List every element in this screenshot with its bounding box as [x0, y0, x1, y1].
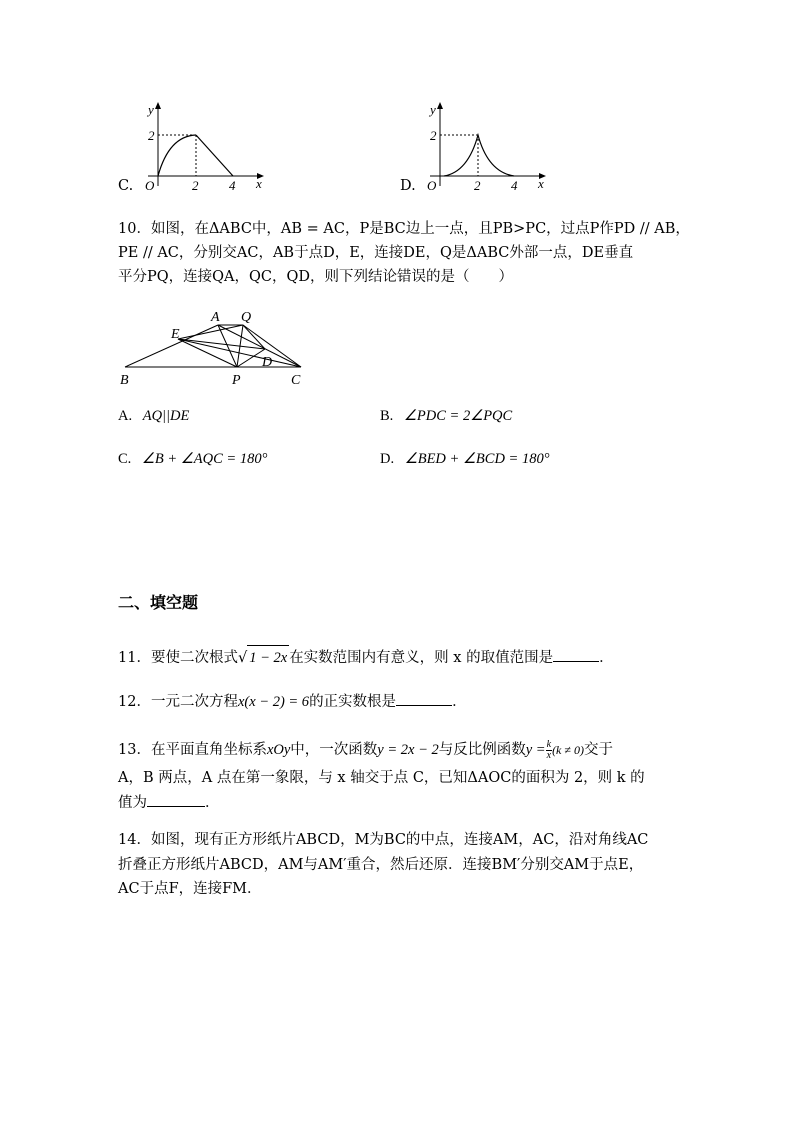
q14-line3: AC于点F，连接FM． — [118, 881, 262, 897]
q10-option-c — [118, 451, 267, 468]
graph-d-y-label: y — [430, 102, 436, 117]
q12-suffix: 的正实数根是 — [309, 694, 397, 710]
q13-line3-end: ． — [205, 795, 220, 811]
graph-d-curve — [444, 135, 514, 176]
option-d-label: D. — [400, 178, 416, 194]
q10-option-b — [380, 408, 512, 425]
label-e: E — [171, 327, 180, 342]
graph-c-y-arrow — [155, 102, 161, 109]
q12-prefix: 12．一元二次方程 — [118, 694, 238, 710]
q11 — [118, 645, 614, 670]
q13-inv-cond: (k ≠ 0) — [552, 743, 584, 757]
radical-sign: √ — [237, 650, 248, 666]
graph-d-tick-x2: 2 — [474, 178, 481, 192]
graph-c-tick-x4: 4 — [229, 178, 236, 192]
q13-frac-num: k — [546, 738, 552, 750]
q10-option-d-label: D. — [380, 451, 395, 467]
q12-answer-blank[interactable] — [396, 689, 452, 706]
graph-d-x-label: x — [538, 176, 544, 191]
segment-ap — [218, 325, 237, 367]
segment-ac — [218, 325, 301, 367]
q13-frac-den: x — [546, 749, 552, 761]
q10-option-a — [118, 408, 189, 425]
q10-option-a-text: AQ||DE — [142, 408, 190, 424]
graph-d-origin: O — [427, 178, 437, 192]
graph-d-tick-y2: 2 — [430, 128, 437, 143]
graph-c-tick-y2: 2 — [148, 128, 155, 143]
segment-de — [178, 339, 265, 349]
q13-line1-end: 交于 — [583, 742, 613, 758]
label-b: B — [120, 373, 129, 388]
q12-end: ． — [452, 694, 467, 710]
q12 — [118, 689, 467, 714]
q12-equation: x(x − 2) = 6 — [237, 694, 310, 710]
q10-line1: 10．如图，在ΔABC中，AB = AC，P是BC边上一点，且PB>PC，过点P作PD // AB， — [118, 221, 690, 237]
q10-option-b-text: ∠PDC = 2∠PQC — [403, 408, 513, 424]
q13-line3-text: 值为 — [118, 795, 147, 811]
q13-mid: 中，一次函数 — [290, 742, 378, 758]
label-a: A — [211, 310, 220, 325]
graph-c-line — [196, 135, 233, 176]
option-c-label: C. — [118, 178, 134, 194]
q10-line2: PE // AC，分别交AC，AB于点D，E，连接DE，Q是ΔABC外部一点，DE垂直 — [118, 245, 634, 261]
q10-option-c-label: C. — [118, 451, 132, 467]
label-c: C — [291, 373, 301, 388]
label-q: Q — [241, 310, 252, 325]
graph-c-origin: O — [145, 178, 155, 192]
label-p: P — [232, 373, 241, 388]
q13-line2: A，B 两点，A 点在第一象限，与 x 轴交于点 C，已知ΔAOC的面积为 2，则 k 的 — [118, 770, 645, 786]
q10-option-b-label: B. — [380, 408, 394, 424]
q11-end: ． — [599, 650, 614, 666]
q10-option-d-text: ∠BED + ∠BCD = 180° — [404, 451, 550, 467]
q11-radicand: 1 − 2x — [247, 645, 289, 670]
graph-d-tick-x4: 4 — [511, 178, 518, 192]
q11-suffix: 在实数范围内有意义，则 x 的取值范围是 — [289, 650, 554, 666]
graph-c-tick-x2: 2 — [192, 178, 199, 192]
segment-eq — [178, 325, 243, 339]
q14-line2: 折叠正方形纸片ABCD，AM与AM′重合，然后还原．连接BM′分别交AM于点E， — [118, 857, 644, 873]
q14-line1: 14．如图，现有正方形纸片ABCD，M为BC的中点，连接AM，AC，沿对角线AC — [118, 832, 649, 848]
q13-inv-y: y = — [525, 742, 546, 758]
graph-option-c — [138, 100, 268, 192]
q10-figure — [115, 305, 315, 390]
q13-linear: y = 2x − 2 — [377, 742, 439, 758]
segment-qd — [243, 325, 265, 349]
q11-answer-blank[interactable] — [553, 645, 599, 662]
graph-option-d — [420, 100, 550, 192]
q13-answer-blank[interactable] — [147, 790, 205, 807]
q13-prefix: 13．在平面直角坐标系 — [118, 742, 267, 758]
graph-c-x-label: x — [256, 176, 262, 191]
q10-option-c-text: ∠B + ∠AQC = 180° — [141, 451, 268, 467]
q11-prefix: 11．要使二次根式 — [118, 650, 238, 666]
graph-c-y-label: y — [148, 102, 154, 117]
graph-c-curve — [158, 135, 196, 176]
graph-d-y-arrow — [437, 102, 443, 109]
q10-option-d — [380, 451, 550, 468]
section-title: 二、填空题 — [118, 593, 199, 612]
q10-option-a-label: A. — [118, 408, 133, 424]
q13-line3 — [118, 790, 220, 815]
q13-line1 — [118, 738, 613, 762]
q13-xoy: xOy — [266, 742, 291, 758]
q10-line3: 平分PQ，连接QA，QC，QD，则下列结论错误的是（ ） — [118, 269, 513, 285]
q13-mid2: 与反比例函数 — [438, 742, 526, 758]
segment-ec — [178, 339, 301, 367]
label-d: D — [262, 355, 273, 370]
segment-pe — [178, 339, 237, 367]
